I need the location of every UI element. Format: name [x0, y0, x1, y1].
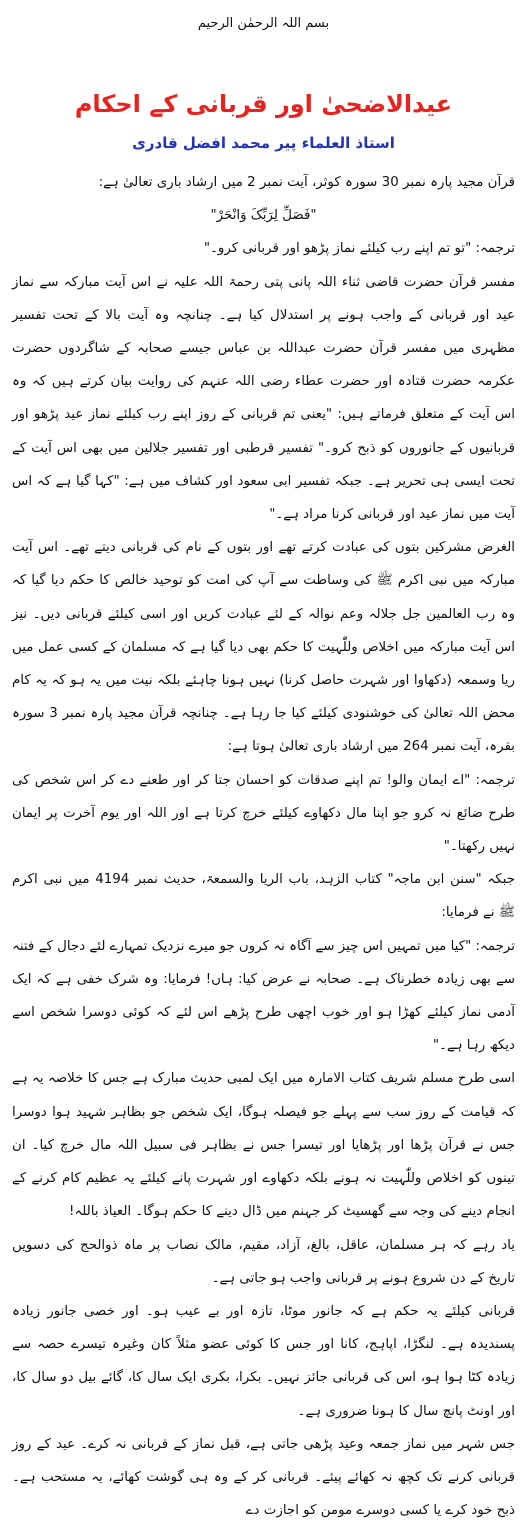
paragraph-muslim-hadith: اسی طرح مسلم شریف کتاب الامارہ میں ایک لمبی حدیث مبارک ہے جس کا خلاصہ یہ ہے کہ قیامت کے روز سب سے پہلے جو فیصلہ ہوگا، ایک شخص جو بظاہر شہید ہوا دوسرا جس نے قرآن پڑھا اور پڑھایا اور تیسرا جس نے بظاہر فی سبیل اللہ مال خرچ کیا۔ ان تینوں کو اخلاص وللّٰہیت نہ ہونے بلکہ دکھاوے اور شہرت پانے کیلئے یہ عظیم کام کرنے کے انجام دینے کی وجہ سے گھسیٹ کر جہنم میں ڈال دینے کا حکم ہوگا۔ العیاذ باللہ!	[12, 1071, 515, 1220]
author-byline: استاذ العلماء پیر محمد افضل قادری	[132, 134, 395, 152]
paragraph-tawheed: الغرض مشرکین بتوں کی عبادت کرتے تھے اور بتوں کے نام کی قربانی دیتے تھے۔ اس آیت مبارکہ میں نبی اکرم ﷺ کی وساطت سے آپ کی امت کو توحید خالص کا حکم دیا گیا کہ وہ رب العالمین جل جلالہ وعم نوالہ کے لئے عبادت کریں اور اسی کیلئے قربانی دیں۔ نیز اس آیت مبارکہ میں اخلاص وللّٰہیت کا حکم بھی دیا گیا ہے کہ مسلمان کے کسی عمل میں ریا وسمعہ (دکھاوا اور شہرت حاصل کرنا) نہیں ہونا چاہئے بلکہ نیت میں یہ ہو کہ یہ کام محض اللہ تعالیٰ کی خوشنودی کیلئے کیا جا رہا ہے۔ چنانچہ قرآن مجید پارہ نمبر 3 سورہ بقرہ، آیت نمبر 264 میں ارشاد باری تعالیٰ ہوتا ہے:	[12, 540, 515, 755]
paragraph-baqarah-translation: ترجمہ: "اے ایمان والو! تم اپنے صدقات کو احسان جتا کر اور طعنے دے کر اس شخص کی طرح ضائع نہ کرو جو اپنا مال دکھاوے کیلئے خرچ کرتا ہے اور اللہ اور یوم آخرت پر ایمان نہیں رکھتا۔"	[12, 772, 515, 855]
paragraph-eid-rules: جس شہر میں نماز جمعہ وعید پڑھی جاتی ہے، قبل نماز کے قربانی نہ کرے۔ عید کے روز قربانی کرنے تک کچھ نہ کھائے پیئے۔ قربانی کر کے وہ ہی گوشت کھائے، یہ مستحب ہے۔ ذبح خود کرے یا کسی دوسرے مومن کو اجازت دے	[12, 1436, 515, 1519]
article-title: عیدالاضحیٰ اور قربانی کے احکام	[74, 90, 453, 118]
paragraph-hadith-translation: ترجمہ: "کیا میں تمہیں اس چیز سے آگاہ نہ کروں جو میرے نزدیک تمہارے لئے دجال کے فتنہ سے بھی زیادہ خطرناک ہے۔ صحابہ نے عرض کیا: ہاں! فرمایا: وہ شرک خفی ہے کہ ایک آدمی نماز کیلئے کھڑا ہو اور خوب اچھی طرح پڑھے اس لئے کہ کوئی دوسرا شخص اسے دیکھ رہا ہے۔"	[12, 938, 515, 1054]
paragraph-wajib: یاد رہے کہ ہر مسلمان، عاقل، بالغ، آزاد، مقیم، مالک نصاب پر ماہ ذوالحج کی دسویں تاریخ کے دن شروع ہونے پر قربانی واجب ہو جاتی ہے۔	[12, 1237, 515, 1286]
paragraph-quran-reference: قرآن مجید پارہ نمبر 30 سورہ کوثر، آیت نمبر 2 میں ارشاد باری تعالیٰ ہے:	[98, 175, 515, 190]
paragraph-ayah-translation: ترجمہ: "تو تم اپنے رب کیلئے نماز پڑھو اور قربانی کرو۔"	[203, 241, 515, 257]
bismillah: بسم اللہ الرحمٰن الرحیم	[197, 16, 330, 31]
paragraph-tafseer: مفسر قرآن حضرت قاضی ثناء اللہ پانی پتی رحمۃ اللہ علیہ نے اس آیت مبارکہ سے نماز عید اور قربانی کے واجب ہونے پر استدلال کیا ہے۔ چنانچہ وہ آیت بالا کے تحت تفسیر مظہری میں مفسر قرآن حضرت عبداللہ بن عباس جیسے صحابہ کے شاگردوں حضرت عکرمہ حضرت قتادہ اور حضرت عطاء رضی اللہ عنہم کی روایت بیان کرتے ہیں کہ وہ اس آیت کے متعلق فرماتے ہیں: "یعنی تم قربانی کے روز اپنے رب کیلئے نماز عید پڑھو اور قربانیوں کے جانوروں کو ذبح کرو۔" تفسیر قرطبی اور تفسیر جلالین میں بھی اس آیت کے تحت ایسی ہی تحریر ہے۔ جبکہ تفسیر ابی سعود اور کشاف میں ہے: "کہا گیا ہے کہ اس آیت میں نماز عید اور قربانی کرنا مراد ہے۔"	[12, 274, 515, 523]
paragraph-ibn-majah: جبکہ "سنن ابن ماجہ" کتاب الزہد، باب الریا والسمعۃ، حدیث نمبر 4194 میں نبی اکرم ﷺ نے فرمایا:	[12, 872, 515, 921]
article-body	[12, 166, 515, 1527]
paragraph-ayah: "فَصَلِّ لِرَبِّکَ وَانْحَرْ"	[210, 208, 317, 224]
paragraph-animal-rules: قربانی کیلئے یہ حکم ہے کہ جانور موٹا، تازہ اور بے عیب ہو۔ اور خصی جانور زیادہ پسندیدہ ہے۔ لنگڑا، اپاہج، کانا اور جس کا کوئی عضو مثلاً کان وغیرہ تیسرے حصہ سے زیادہ کٹا ہوا ہو، اس کی قربانی جائز نہیں۔ بکرا، بکری ایک سال کا، گائے بیل دو سال کا، اور اونٹ پانچ سال کا ہونا ضروری ہے۔	[12, 1303, 515, 1419]
